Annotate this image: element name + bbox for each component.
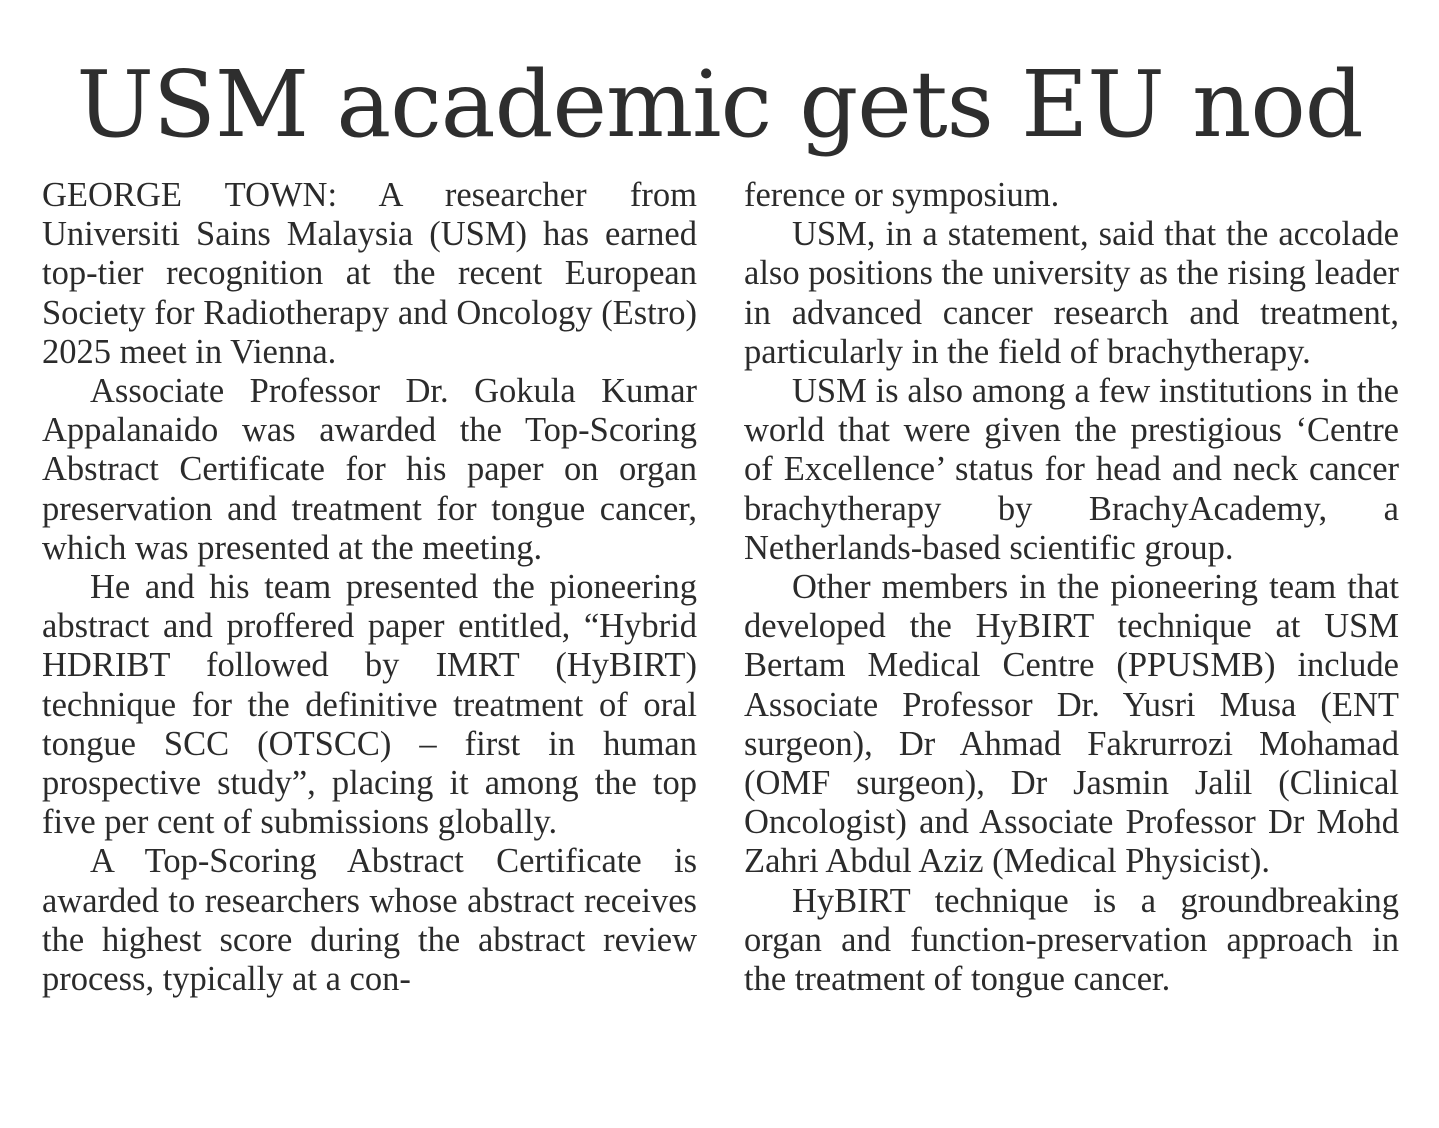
paragraph-statement: USM, in a statement, said that the accolade also positions the university as the rising leader in advanced cancer research and treatment, particularly in the field of brachytherapy. [744, 215, 1399, 371]
headline: USM academic gets EU nod [76, 51, 1363, 158]
paragraph-certificate-definition: A Top-Scoring Abstract Certificate is awarded to researchers whose abstract receives the highest score during the abstract review process, typically at a con- [42, 842, 697, 999]
paragraph-dateline: GEORGE TOWN: A researcher from Universiti Sains Malaysia (USM) has earned top-tier recognition at the recent European Society for Radiotherapy and Oncology (Estro) 2025 meet in Vienna. [42, 176, 697, 371]
article-column-right [744, 176, 1399, 999]
paragraph-technique: HyBIRT technique is a groundbreaking organ and function-preservation approach in the treatment of tongue cancer. [744, 881, 1399, 999]
paragraph-team-members: Other members in the pioneering team that developed the HyBIRT technique at USM Bertam Medical Centre (PPUSMB) include Associate Professor Dr. Yusri Musa (ENT surgeon), Dr Ahmad Fakrurrozi Mohamad (OMF surgeon), Dr Jasmin Jalil (Clinical Oncologist) and Associate Professor Dr Mohd Zahri Abdul Aziz (Medical Physicist). [744, 568, 1399, 881]
paragraph-centre-of-excellence: USM is also among a few institutions in the world that were given the prestigious ‘Centre of Excellence’ status for head and neck cancer brachytherapy by BrachyAcademy, a Netherlands-based scientific group. [744, 372, 1399, 567]
article-column-left [42, 176, 697, 999]
paragraph-continuation: ference or symposium. [744, 176, 1060, 214]
paragraph-team-paper: He and his team presented the pioneering abstract and proffered paper entitled, “Hybrid HDRIBT followed by IMRT (HyBIRT) technique for the definitive treatment of oral tongue SCC (OTSCC) – first in human prospective study”, placing it among the top five per cent of submissions globally. [42, 568, 697, 842]
paragraph-award: Associate Professor Dr. Gokula Kumar Appalanaido was awarded the Top-Scoring Abstract Certificate for his paper on organ preservation and treatment for tongue cancer, which was presented at the meeting. [42, 372, 697, 567]
